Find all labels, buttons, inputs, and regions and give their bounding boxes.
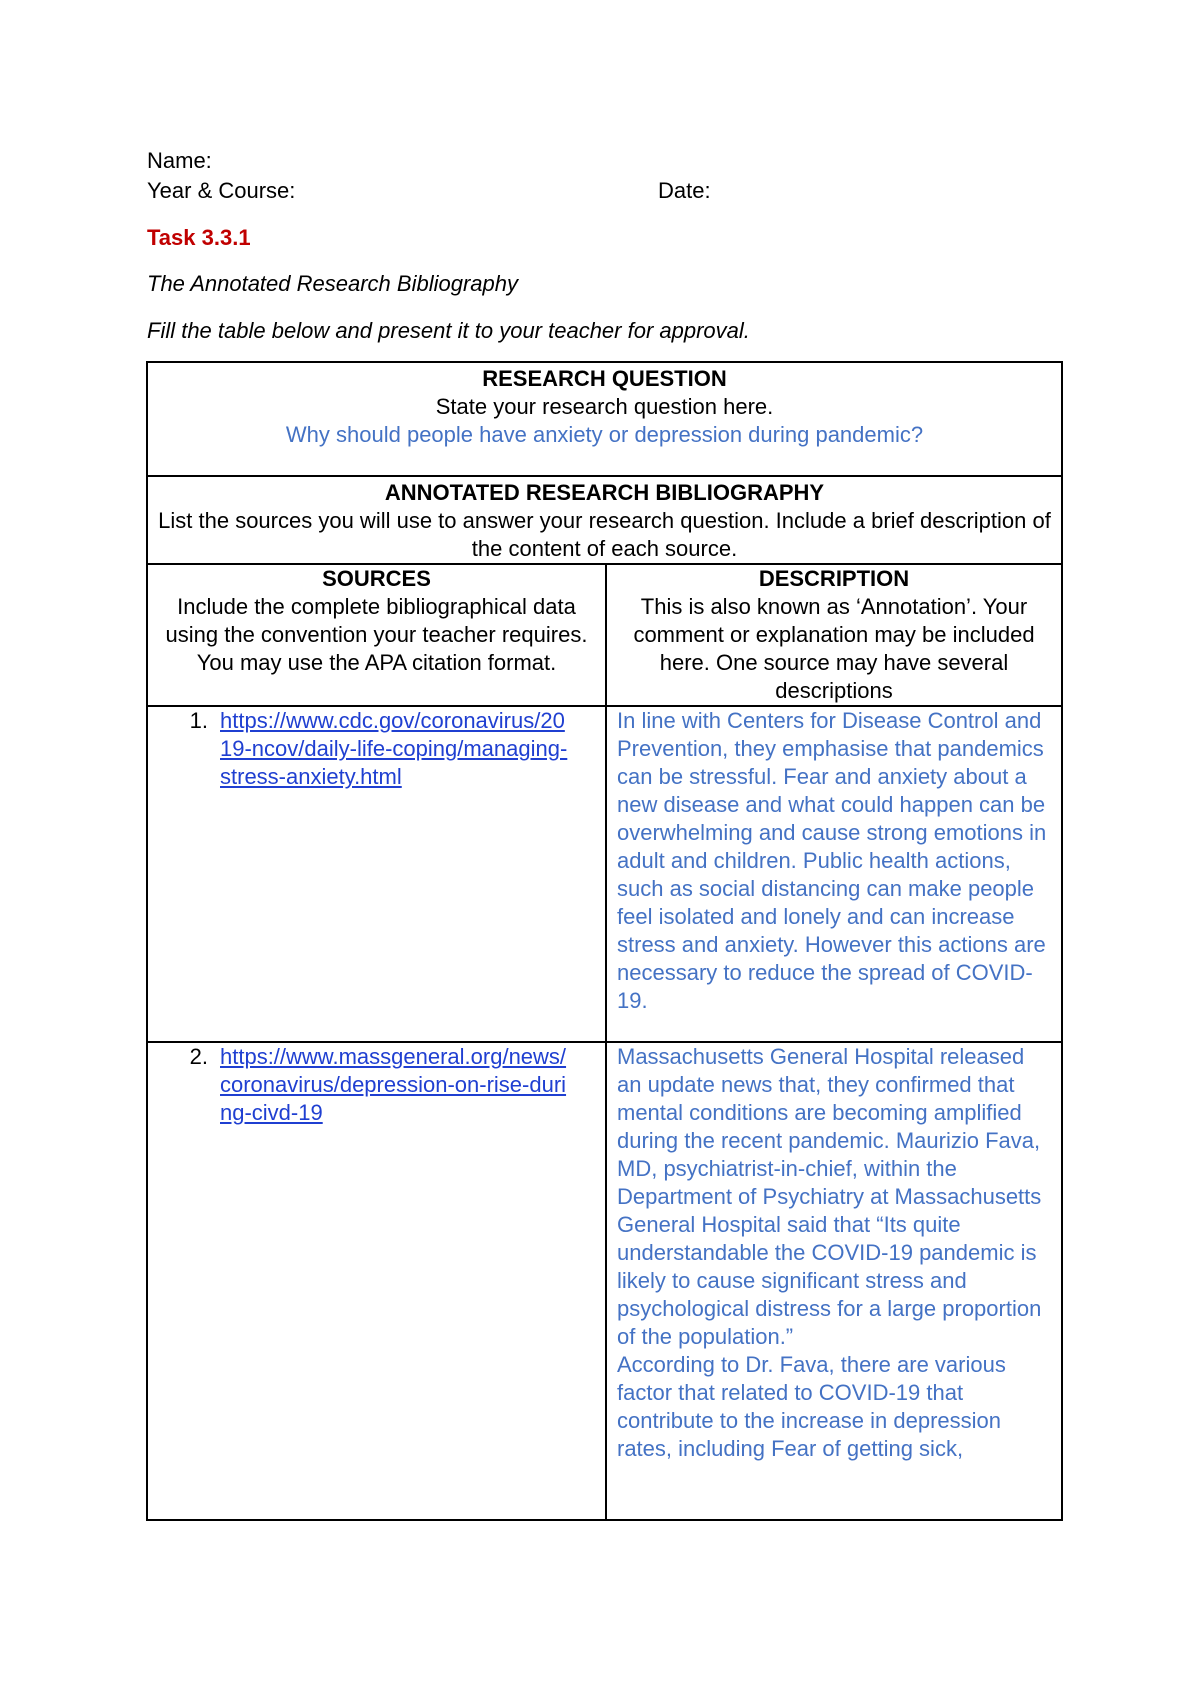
sources-title: SOURCES (322, 566, 431, 591)
entry-number: 1. (189, 708, 208, 733)
entry-description: In line with Centers for Disease Control and Prevention, they emphasise that pandemics can be stressful. Fear and anxiety about a new disease and what could happen can be overwhelming and cause strong emotions in adult and children. Public health actions, such as social distancing can make people feel isolated and lonely and can increase stress and anxiety. However this actions are necessary to reduce the spread of COVID-19. (617, 708, 1047, 1013)
year-course-label: Year & Course: (147, 178, 296, 203)
table-row (147, 706, 1062, 1042)
name-label: Name: (147, 148, 212, 173)
research-question-row (147, 362, 1062, 476)
source-cell (147, 1042, 606, 1520)
entry-description-continued: According to Dr. Fava, there are various factor that related to COVID-19 that contribute to the increase in depression rates, including Fear of getting sick, (617, 1352, 1006, 1461)
research-question-title: RESEARCH QUESTION (482, 366, 727, 391)
source-link[interactable]: https://www.massgeneral.org/news/coronavirus/depression-on-rise-during-civd-19 (220, 1044, 567, 1125)
bibliography-header-cell (147, 476, 1062, 564)
subtitle: The Annotated Research Bibliography (147, 271, 518, 296)
source-cell (147, 706, 606, 1042)
research-question-prompt: State your research question here. (435, 394, 774, 419)
source-link[interactable]: https://www.cdc.gov/coronavirus/2019-ncov/daily-life-coping/managing-stress-anxiety.html (220, 708, 568, 789)
bibliography-table (146, 361, 1063, 1521)
column-header-row (147, 564, 1062, 706)
description-header-cell (606, 564, 1062, 706)
entry-number: 2. (189, 1044, 208, 1069)
entry-description: Massachusetts General Hospital released an update news that, they confirmed that mental conditions are becoming amplified during the recent pandemic. Maurizio Fava, MD, psychiatrist-in-chief, within the Department of Psychiatry at Massachusetts General Hospital said that “Its quite understandable the COVID-19 pandemic is likely to cause significant stress and psychological distress for a large proportion of the population.” (617, 1044, 1042, 1349)
description-instructions: This is also known as ‘Annotation’. Your comment or explanation may be included here. One source may have several descriptions (633, 594, 1035, 703)
bibliography-title: ANNOTATED RESEARCH BIBLIOGRAPHY (384, 480, 825, 505)
research-question-answer: Why should people have anxiety or depression during pandemic? (285, 422, 924, 447)
description-cell (606, 706, 1062, 1042)
sources-instructions: Include the complete bibliographical data using the convention your teacher requires. You may use the APA citation format. (165, 594, 588, 675)
table-row (147, 1042, 1062, 1520)
instruction: Fill the table below and present it to your teacher for approval. (147, 318, 750, 343)
task-heading: Task 3.3.1 (147, 225, 251, 250)
description-title: DESCRIPTION (758, 566, 910, 591)
date-label: Date: (658, 178, 711, 203)
research-question-cell (147, 362, 1062, 476)
sources-header-cell (147, 564, 606, 706)
bibliography-prompt: List the sources you will use to answer your research question. Include a brief description of the content of each source. (158, 508, 1051, 561)
bibliography-header-row (147, 476, 1062, 564)
description-cell (606, 1042, 1062, 1520)
